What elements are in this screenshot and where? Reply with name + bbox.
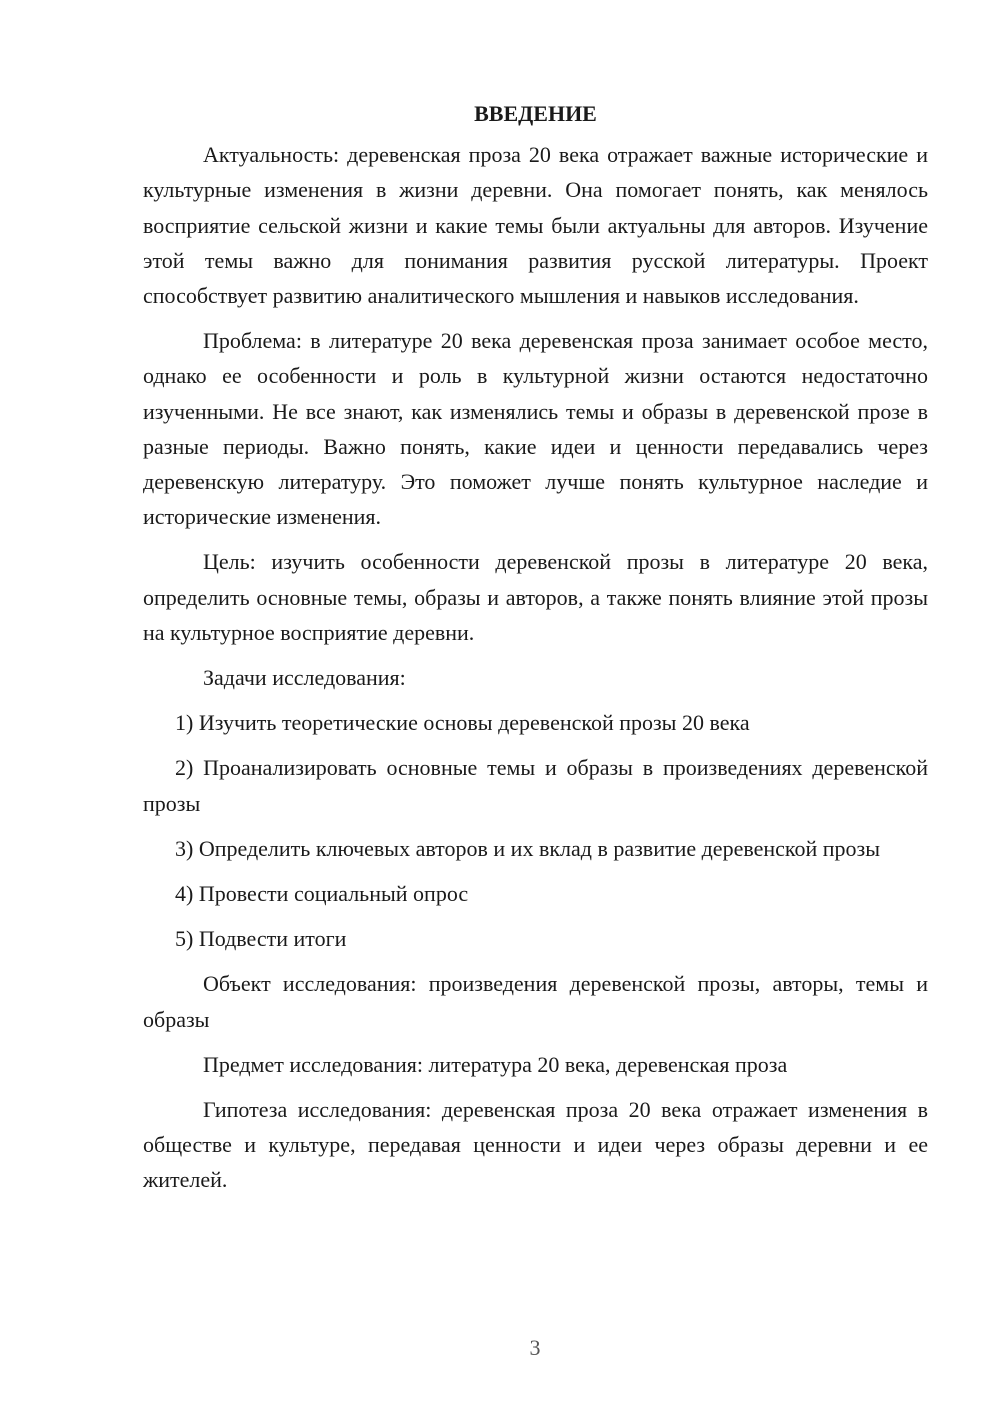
hypothesis-paragraph: Гипотеза исследования: деревенская проза 20 века отражает изменения в обществе и культуре, передавая ценности и идеи через образы деревни и ее жителей. bbox=[143, 1097, 928, 1193]
subject-paragraph: Предмет исследования: литература 20 века, деревенская проза bbox=[203, 1051, 788, 1077]
relevance-paragraph: Актуальность: деревенская проза 20 века отражает важные исторические и культурные изменения в жизни деревни. Она помогает понять, как менялось восприятие сельской жизни и какие темы были актуальны для авторов. Изучение этой темы важно для понимания развития русской литературы. Проект способствует развитию аналитического мышления и навыков исследования. bbox=[143, 142, 928, 309]
object-paragraph: Объект исследования: произведения деревенской прозы, авторы, темы и образы bbox=[143, 971, 928, 1032]
task-item: 5) Подвести итоги bbox=[175, 926, 347, 952]
page-number: 3 bbox=[529, 1335, 541, 1360]
section-title: ВВЕДЕНИЕ bbox=[474, 101, 597, 126]
task-item: 2) Проанализировать основные темы и образы в произведениях деревенской прозы bbox=[143, 755, 928, 816]
task-item: 1) Изучить теоретические основы деревенской прозы 20 века bbox=[175, 710, 750, 736]
tasks-heading: Задачи исследования: bbox=[203, 665, 406, 691]
goal-paragraph: Цель: изучить особенности деревенской прозы в литературе 20 века, определить основные темы, образы и авторов, а также понять влияние этой прозы на культурное восприятие деревни. bbox=[143, 549, 928, 645]
task-item: 4) Провести социальный опрос bbox=[175, 881, 469, 907]
problem-paragraph: Проблема: в литературе 20 века деревенская проза занимает особое место, однако ее особенности и роль в культурной жизни остаются недостаточно изученными. Не все знают, как изменялись темы и образы в деревенской прозе в разные периоды. Важно понять, какие идеи и ценности передавались через деревенскую литературу. Это поможет лучше понять культурное наследие и исторические изменения. bbox=[143, 328, 928, 530]
document-page bbox=[143, 96, 928, 1208]
task-item: 3) Определить ключевых авторов и их вклад в развитие деревенской прозы bbox=[175, 835, 880, 861]
